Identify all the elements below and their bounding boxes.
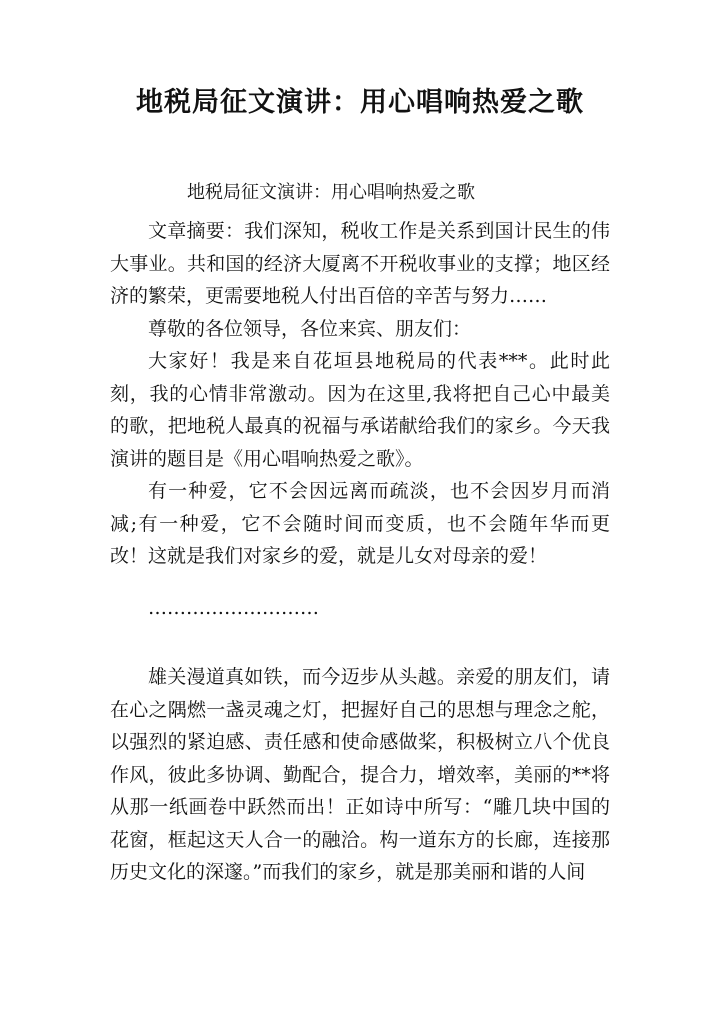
document-subtitle: 地税局征文演讲：用心唱响热爱之歌: [187, 182, 475, 203]
ellipsis-separator: ………………………: [148, 597, 319, 619]
body-section-1: [110, 215, 610, 573]
paragraph-abstract: 文章摘要：我们深知，税收工作是关系到国计民生的伟大事业。共和国的经济大厦离不开税收事业的支撑；地区经济的繁荣，更需要地税人付出百倍的辛苦与努力……: [110, 220, 610, 307]
body-section-2: [110, 661, 610, 889]
paragraph-greeting: 尊敬的各位领导，各位来宾、朋友们：: [148, 317, 472, 340]
document-title: 地税局征文演讲：用心唱响热爱之歌: [136, 87, 584, 118]
paragraph-love: 有一种爱，它不会因远离而疏淡，也不会因岁月而消减;有一种爱，它不会随时间而变质，也不会随年华而更改！这就是我们对家乡的爱，就是儿女对母亲的爱！: [110, 480, 610, 567]
paragraph-closing: 雄关漫道真如铁，而今迈步从头越。亲爱的朋友们，请在心之隅燃一盏灵魂之灯，把握好自己的思想与理念之舵，以强烈的紧迫感、责任感和使命感做桨，积极树立八个优良作风，彼此多协调、勤配合，提合力，增效率，美丽的**将从那一纸画卷中跃然而出！正如诗中所写：“雕几块中国的花窗，框起这天人合一的融洽。构一道东方的长廊，连接那历史文化的深邃。”而我们的家乡，就是那美丽和谐的人间: [110, 666, 610, 883]
paragraph-introduction: 大家好！我是来自花垣县地税局的代表***。此时此刻，我的心情非常激动。因为在这里,我将把自己心中最美的歌，把地税人最真的祝福与承诺献给我们的家乡。今天我演讲的题目是《用心唱响热爱之歌》。: [110, 350, 610, 470]
